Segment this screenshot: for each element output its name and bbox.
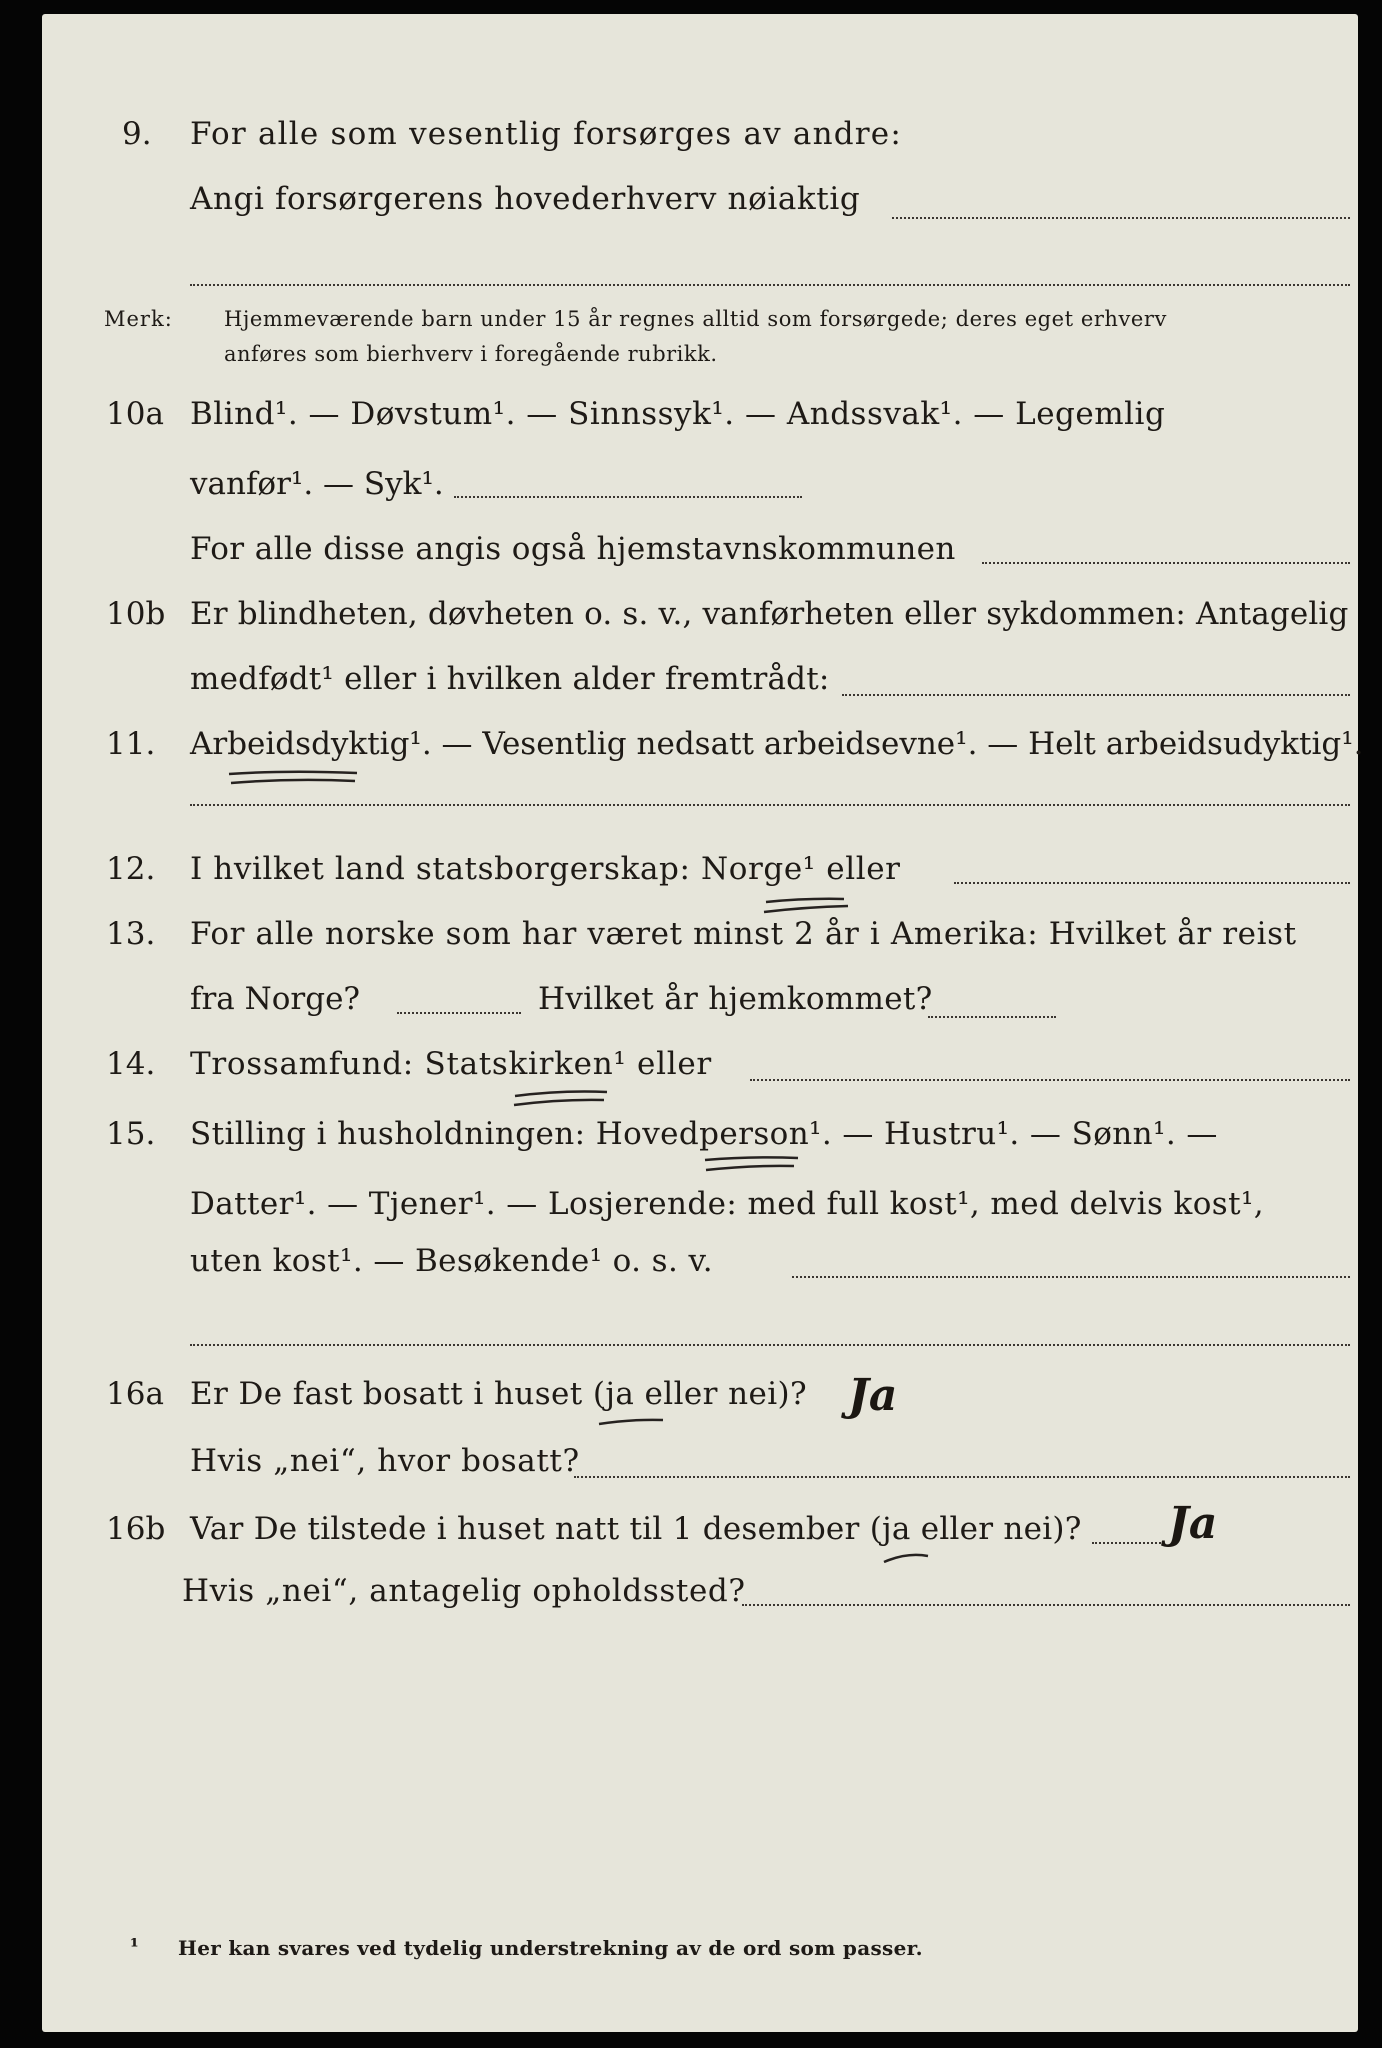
q16b-number: 16b [106,1511,166,1547]
q10a-line1: Blind¹. — Døvstum¹. — Sinnssyk¹. — Andssvak¹. — Legemlig [190,396,1166,432]
q13-hjemkommet-rule [928,1016,1056,1018]
q10b-line2: medfødt¹ eller i hvilken alder fremtrådt: [190,661,830,697]
q16b-line2: Hvis „nei“, antagelig opholdssted? [182,1573,746,1609]
q15-answer-rule [792,1276,1350,1278]
q10a-kommune-rule [982,562,1350,564]
q16a-line1: Er De fast bosatt i huset (ja eller nei)? [190,1376,808,1412]
footnote-mark: ¹ [130,1934,139,1958]
q11-number: 11. [106,726,156,762]
census-form-page [42,14,1364,2032]
q16a-answer-rule [574,1476,1350,1478]
q15-underline-mark [702,1152,802,1174]
merk-label: Merk: [104,307,173,331]
q16b-line1: Var De tilstede i huset natt til 1 desember (ja eller nei)? [190,1511,1082,1547]
q16a-line2: Hvis „nei“, hvor bosatt? [190,1443,580,1479]
q12-answer-rule [954,882,1350,884]
q9-line1: For alle som vesentlig forsørges av andre: [190,116,902,152]
footnote-text: Her kan svares ved tydelig understrekning av de ord som passer. [178,1936,923,1960]
q14-number: 14. [106,1046,156,1082]
q11-underline-mark [227,766,362,788]
q15-line3: uten kost¹. — Besøkende¹ o. s. v. [190,1243,713,1279]
q10a-line3: For alle disse angis også hjemstavnskommunen [190,531,956,567]
q9-answer-rule [892,217,1350,219]
q14-underline-mark [512,1086,612,1108]
q11-answer-rule [190,804,1350,806]
q10b-answer-rule [842,694,1350,696]
q10a-number: 10a [106,396,164,432]
q9-line2: Angi forsørgerens hovederhverv nøiaktig [190,181,861,217]
q12-underline-mark [762,894,852,916]
q16a-underline-mark [597,1414,667,1430]
q14-line1: Trossamfund: Statskirken¹ eller [190,1046,712,1082]
q9-answer-rule-2 [190,284,1350,286]
q14-answer-rule [750,1079,1350,1081]
q16b-underline-mark [882,1550,932,1568]
merk-line1: Hjemmeværende barn under 15 år regnes alltid som forsørgede; deres eget erhverv [224,307,1167,331]
q15-line2: Datter¹. — Tjener¹. — Losjerende: med full kost¹, med delvis kost¹, [190,1186,1265,1222]
q10b-number: 10b [106,596,166,632]
q10a-line2: vanfør¹. — Syk¹. [190,466,444,502]
q12-line1: I hvilket land statsborgerskap: Norge¹ eller [190,851,901,887]
q13-line2b: Hvilket år hjemkommet? [538,981,933,1017]
q15-number: 15. [106,1116,156,1152]
merk-line2: anføres som bierhverv i foregående rubrikk. [224,342,718,366]
q13-line1: For alle norske som har været minst 2 år i Amerika: Hvilket år reist [190,916,1297,952]
q13-number: 13. [106,916,156,952]
q13-line2a: fra Norge? [190,981,361,1017]
q16b-answer-rule [742,1604,1350,1606]
q10a-answer-rule [454,496,802,498]
q15-line1: Stilling i husholdningen: Hovedperson¹. — Hustru¹. — Sønn¹. — [190,1116,1218,1152]
q12-number: 12. [106,851,156,887]
q15-answer-rule-2 [190,1344,1350,1346]
q13-reist-rule [397,1012,521,1014]
q16a-handwritten-answer: Ja [848,1370,898,1421]
q9-number: 9. [122,116,152,152]
q16a-number: 16a [106,1376,164,1412]
q16b-handwritten-answer: Ja [1168,1498,1218,1549]
q16b-answer-rule [1092,1542,1164,1544]
q10b-line1: Er blindheten, døvheten o. s. v., vanførheten eller sykdommen: Antagelig [190,596,1349,632]
q11-line1: Arbeidsdyktig¹. — Vesentlig nedsatt arbeidsevne¹. — Helt arbeidsudyktig¹. [190,726,1364,762]
